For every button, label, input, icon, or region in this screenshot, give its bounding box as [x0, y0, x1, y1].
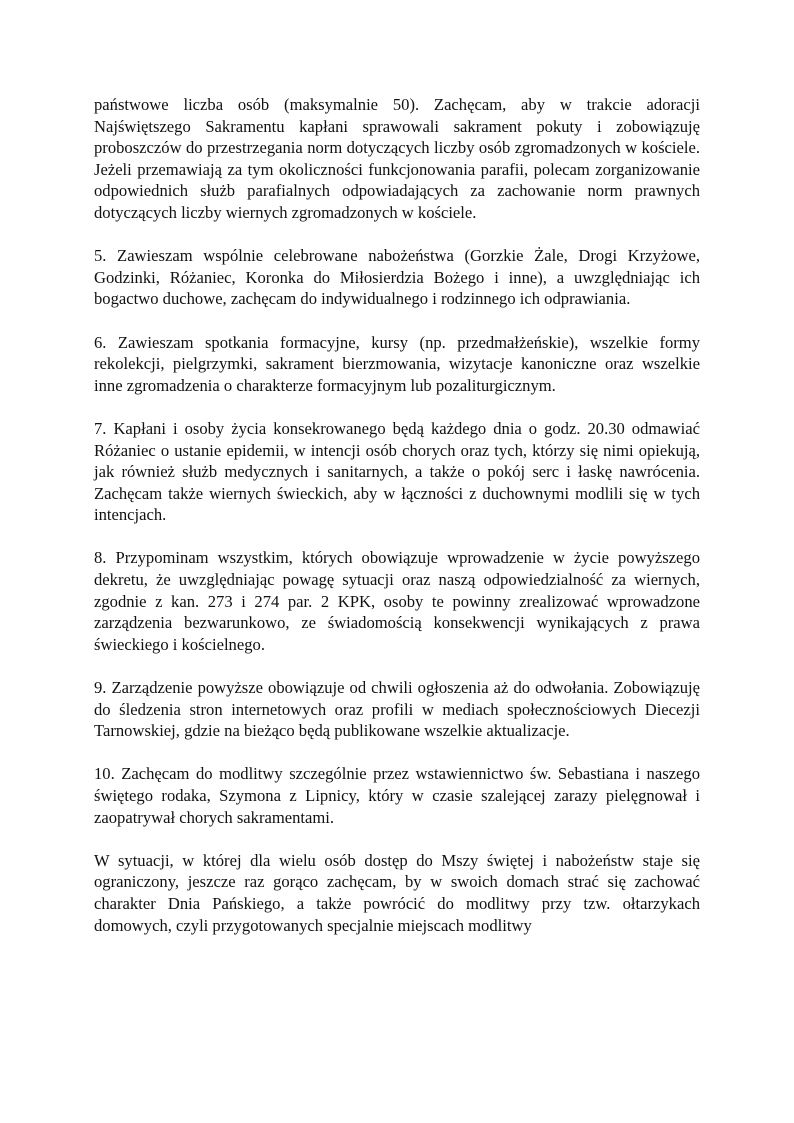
paragraph-point-8: 8. Przypominam wszystkim, których obowiązuje wprowadzenie w życie powyższego dekretu, że uwzględniając powagę sytuacji oraz naszą odpowiedzialność za wiernych, zgodnie z kan. 273 i 274 par. 2 KPK, osoby te powinny zrealizować wprowadzone zarządzenia bezwarunkowo, ze świadomością konsekwencji wynikających z prawa świeckiego i kościelnego.	[94, 548, 700, 654]
paragraph-closing: W sytuacji, w której dla wielu osób dostęp do Mszy świętej i nabożeństw staje się ograniczony, jeszcze raz gorąco zachęcam, by w swoich domach strać się zachować charakter Dnia Pańskiego, a także powrócić do modlitwy przy tzw. ołtarzykach domowych, czyli przygotowanych specjalnie miejscach modlitwy	[94, 850, 700, 935]
paragraph-point-5: 5. Zawieszam wspólnie celebrowane nabożeństwa (Gorzkie Żale, Drogi Krzyżowe, Godzinki, Różaniec, Koronka do Miłosierdzia Bożego i inne), a uwzględniając ich bogactwo duchowe, zachęcam do indywidualnego i rodzinnego ich odprawiania.	[94, 246, 700, 309]
paragraph-point-6: 6. Zawieszam spotkania formacyjne, kursy (np. przedmałżeńskie), wszelkie formy rekolekcji, pielgrzymki, sakrament bierzmowania, wizytacje kanoniczne oraz wszelkie inne zgromadzenia o charakterze formacyjnym lub pozaliturgicznym.	[94, 332, 700, 395]
document-page	[94, 94, 700, 936]
paragraph-point-9: 9. Zarządzenie powyższe obowiązuje od chwili ogłoszenia aż do odwołania. Zobowiązuję do śledzenia stron internetowych oraz profili w mediach społecznościowych Diecezji Tarnowskiej, gdzie na bieżąco będą publikowane wszelkie aktualizacje.	[94, 678, 700, 741]
paragraph-point-7: 7. Kapłani i osoby życia konsekrowanego będą każdego dnia o godz. 20.30 odmawiać Różaniec o ustanie epidemii, w intencji osób chorych oraz tych, którzy się nimi opiekują, jak również służb medycznych i sanitarnych, a także o pokój serc i łaskę nawrócenia. Zachęcam także wiernych świeckich, aby w łączności z duchownymi modlili się w tych intencjach.	[94, 418, 700, 525]
paragraph-continuation: państwowe liczba osób (maksymalnie 50). Zachęcam, aby w trakcie adoracji Najświętszego Sakramentu kapłani sprawowali sakrament pokuty i zobowiązuję proboszczów do przestrzegania norm dotyczących liczby osób zgromadzonych w kościele. Jeżeli przemawiają za tym okoliczności funkcjonowania parafii, polecam zorganizowanie odpowiednich służb parafialnych odpowiadających za zachowanie norm prawnych dotyczących liczby wiernych zgromadzonych w kościele.	[94, 95, 700, 222]
paragraph-point-10: 10. Zachęcam do modlitwy szczególnie przez wstawiennictwo św. Sebastiana i naszego świętego rodaka, Szymona z Lipnicy, który w czasie szalejącej zarazy pielęgnował i zaopatrywał chorych sakramentami.	[94, 764, 700, 827]
